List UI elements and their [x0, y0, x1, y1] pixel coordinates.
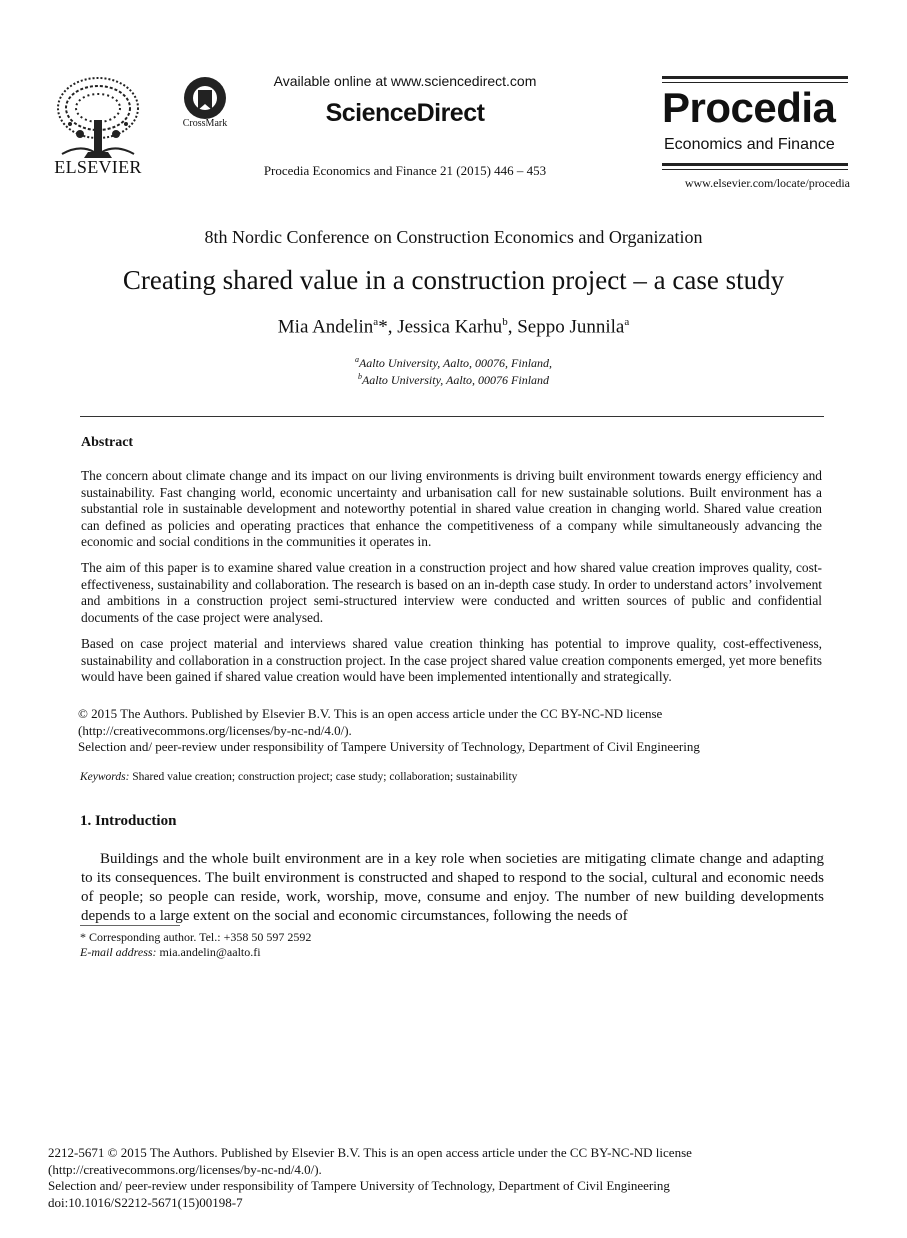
- procedia-journal-subtitle: Economics and Finance: [664, 136, 835, 153]
- sciencedirect-logo: ScienceDirect: [325, 99, 485, 127]
- abstract-paragraph: Based on case project material and interviews shared value creation thinking has potential to improve quality, cost-effectiveness, sustainability and collaboration in a construction project. In the case project shared value creation components emerged, yet more benefits would have been gained if shared value creation would have been implemented intentionally and strategically.: [81, 636, 822, 685]
- section-divider: [80, 416, 824, 417]
- license-block: [78, 706, 838, 756]
- paper-title: Creating shared value in a construction project – a case study: [122, 265, 785, 295]
- affiliation-b: [0, 372, 907, 388]
- procedia-rule-top: [662, 76, 848, 79]
- author-separator: ,: [387, 316, 398, 338]
- abstract-paragraph: The concern about climate change and its impact on our living environments is driving built environment towards energy efficiency and sustainability. Fast changing world, economic uncertainty and urbanisation call for new sustainable solutions. Built environment has a substantial role in sustainable development and noteworthy potential in shared value creation in changing world. Shared value creation can defined as policies and operating practices that enhance the competitiveness of a company while simultaneously advancing the economic and social conditions in the communities it operates in.: [81, 468, 822, 550]
- footer-license-link[interactable]: (http://creativecommons.org/licenses/by-nc-nd/4.0/).: [48, 1161, 322, 1177]
- affiliation-text: Aalto University, Aalto, 00076, Finland,: [358, 356, 553, 370]
- corresponding-mark: *: [378, 316, 388, 338]
- journal-reference: Procedia Economics and Finance 21 (2015) 446 – 453: [263, 163, 547, 178]
- issn-license-line: 2212-5671 © 2015 The Authors. Published by Elsevier B.V. This is an open access article under the CC BY-NC-ND license: [48, 1145, 692, 1160]
- license-link[interactable]: (http://creativecommons.org/licenses/by-nc-nd/4.0/).: [78, 722, 352, 738]
- page-footer: [48, 1145, 828, 1211]
- introduction-heading: 1. Introduction: [80, 813, 177, 829]
- keywords-label: Keywords:: [80, 771, 130, 783]
- author-name: Jessica Karhu: [397, 316, 503, 338]
- footnote: [80, 930, 580, 960]
- affiliation-text: Aalto University, Aalto, 00076 Finland: [361, 373, 550, 387]
- author-list: [0, 316, 907, 338]
- affiliation-a: [0, 355, 907, 371]
- elsevier-wordmark: ELSEVIER: [54, 157, 142, 177]
- procedia-url-link[interactable]: www.elsevier.com/locate/procedia: [684, 176, 850, 190]
- procedia-rule-top-thin: [662, 82, 848, 83]
- procedia-journal-title: Procedia: [662, 84, 836, 131]
- author-affiliation-mark: b: [502, 316, 508, 328]
- conference-name: 8th Nordic Conference on Construction Economics and Organization: [204, 227, 703, 247]
- keywords-text: Shared value creation; construction project; case study; collaboration; sustainability: [132, 771, 518, 783]
- keywords-line: [80, 771, 840, 783]
- author-affiliation-mark: a: [373, 316, 379, 328]
- author-name: Seppo Junnila: [517, 316, 625, 338]
- author-affiliation-mark: a: [624, 316, 630, 328]
- footer-peer-review: Selection and/ peer-review under responsibility of Tampere University of Technology, Department of Civil Engineering: [48, 1178, 670, 1193]
- procedia-rule-mid-thin: [662, 169, 848, 170]
- procedia-rule-mid: [662, 163, 848, 166]
- affiliation-mark: a: [354, 355, 359, 364]
- introduction-paragraph: Buildings and the whole built environment are in a key role when societies are mitigating climate change and adapting to its consequences. The built environment is constructed and shaped to respond to the social, cultural and economic needs of people; so people can reside, work, worship, move, consume and enjoy. The number of new building developments depends to a large extent on the social and economic circumstances, following the needs of: [81, 851, 824, 924]
- peer-review-text: Selection and/ peer-review under responsibility of Tampere University of Technology, Department of Civil Engineering: [78, 739, 700, 754]
- abstract-heading: Abstract: [81, 435, 134, 450]
- email-label: E-mail address:: [80, 945, 157, 959]
- author-separator: ,: [507, 316, 518, 338]
- author-name: Mia Andelin: [277, 316, 374, 338]
- abstract-paragraph: The aim of this paper is to examine shared value creation in a construction project and how shared value creation improves quality, cost-effectiveness, sustainability and collaboration. The research is based on an in-depth case study. In order to understand actors’ involvement and ambitions in a construction project semi-structured interview were conducted and written sources of public and confidential documents of the case project were analysed.: [81, 560, 822, 625]
- corresponding-author-note: * Corresponding author. Tel.: +358 50 597 2592: [80, 930, 312, 944]
- affiliation-mark: b: [357, 372, 362, 381]
- doi-link[interactable]: doi:10.1016/S2212-5671(15)00198-7: [48, 1194, 243, 1210]
- email-line: [80, 945, 580, 960]
- email-address[interactable]: mia.andelin@aalto.fi: [159, 945, 261, 959]
- available-online-text: Available online at www.sciencedirect.com: [273, 73, 537, 89]
- footnote-rule: [80, 925, 180, 926]
- license-text: © 2015 The Authors. Published by Elsevier B.V. This is an open access article under the CC BY-NC-ND license: [78, 706, 663, 721]
- crossmark-label: CrossMark: [182, 118, 228, 129]
